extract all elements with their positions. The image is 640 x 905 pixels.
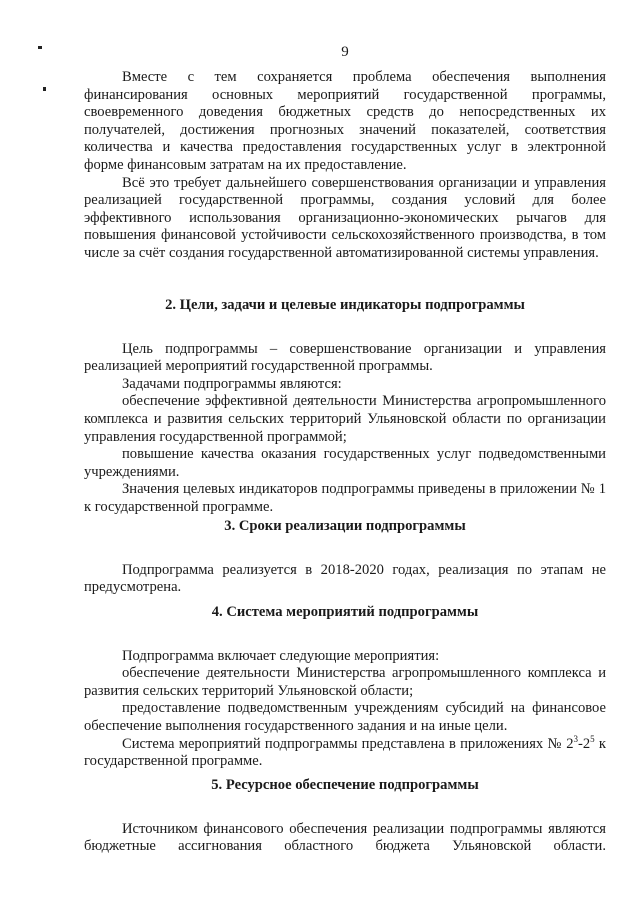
appendix-dash: -2 — [578, 735, 591, 752]
paragraph-2: Всё это требует дальнейшего совершенствования организации и управления реализацией государственной программы, создания условий для более эффективного использования организационно-экономических рычагов для повышения финансовой устойчивости сельскохозяйственного производства, в том числе за счёт создания государственной автоматизированной системы управления. — [84, 174, 606, 261]
section-2-tasks-intro: Задачами подпрограммы являются: — [122, 375, 342, 392]
section-2 — [84, 297, 606, 517]
section-2-indicators: Значения целевых индикаторов подпрограммы приведены в приложении № 1 к государственной программе. — [84, 481, 606, 515]
section-4-appendix-ref — [84, 733, 606, 771]
intro-block — [84, 69, 606, 263]
section-4-intro: Подпрограмма включает следующие мероприятия: — [122, 647, 440, 664]
section-3-heading: 3. Сроки реализации подпрограммы — [224, 518, 466, 534]
page-number: 9 — [341, 44, 349, 60]
section-4-item-1: обеспечение деятельности Министерства агропромышленного комплекса и развития сельских территорий Ульяновской области; — [84, 665, 606, 699]
paragraph-1: Вместе с тем сохраняется проблема обеспечения выполнения финансирования основных мероприятий государственной программы, своевременного доведения бюджетных средств до непосредственных их получателей, достижения прогнозных значений показателей, соответствия количества и качества предоставления государственных услуг в электронной форме финансовым затратам на их предоставление. — [84, 69, 606, 173]
section-5 — [84, 777, 606, 856]
section-3 — [84, 518, 606, 597]
appendix-sup-1: 3 — [573, 733, 578, 744]
section-3-text: Подпрограмма реализуется в 2018-2020 годах, реализация по этапам не предусмотрена. — [84, 561, 606, 596]
section-2-task-2: повышение качества оказания государственных услуг подведомственными учреждениями. — [84, 446, 606, 480]
appendix-ref-tail: к государственной программе. — [84, 735, 606, 770]
section-2-task-1: обеспечение эффективной деятельности Министерства агропромышленного комплекса и развития сельских территорий Ульяновской области по организации управления государственной программой; — [84, 393, 606, 445]
section-4-heading: 4. Система мероприятий подпрограммы — [211, 604, 479, 620]
section-2-heading: 2. Цели, задачи и целевые индикаторы подпрограммы — [165, 297, 525, 313]
section-4 — [84, 604, 606, 771]
section-5-text: Источником финансового обеспечения реализации подпрограммы являются бюджетные ассигнования областного бюджета Ульяновской области. — [84, 820, 606, 855]
section-5-heading: 5. Ресурсное обеспечение подпрограммы — [211, 777, 479, 793]
scan-speck — [38, 46, 42, 49]
section-4-item-2: предоставление подведомственным учреждениям субсидий на финансовое обеспечение выполнения государственного задания и на иные цели. — [84, 700, 606, 734]
scan-speck — [43, 87, 46, 91]
appendix-sup-2: 5 — [590, 733, 595, 744]
section-2-goal: Цель подпрограммы – совершенствование организации и управления реализацией мероприятий государственной программы. — [84, 340, 606, 375]
appendix-ref-text: Система мероприятий подпрограммы представлена в приложениях № 2 — [122, 735, 574, 752]
